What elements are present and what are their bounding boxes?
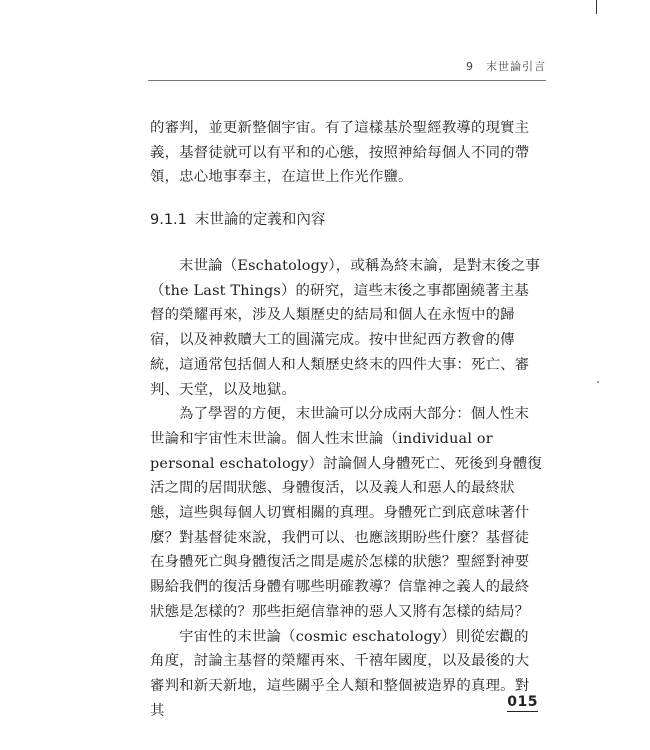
chapter-title: 末世論引言 xyxy=(486,60,546,73)
header-rule xyxy=(148,80,546,81)
section-heading xyxy=(150,208,325,229)
page-number: 015 xyxy=(507,694,538,710)
body-text xyxy=(150,254,542,723)
crop-mark xyxy=(596,0,597,14)
chapter-number: 9 xyxy=(466,60,474,73)
section-title: 末世論的定義和內容 xyxy=(194,212,326,228)
intro-paragraph: 的審判，並更新整個宇宙。有了這樣基於聖經教導的現實主義，基督徒就可以有平和的心態，按照神給每個人不同的帶領，忠心地事奉主，在這世上作光作鹽。 xyxy=(150,120,530,186)
paragraph-cosmic-eschatology: 宇宙性的末世論（cosmic eschatology）則從宏觀的角度，討論主基督的榮耀再來、千禧年國度，以及最後的大審判和新天新地，這些關乎全人類和整個被造界的真理。對其 xyxy=(150,628,530,719)
paragraph-personal-eschatology: 為了學習的方便，末世論可以分成兩大部分：個人性末世論和宇宙性末世論。個人性末世論（individual or personal eschatology）討論個人身體死亡、死後到身體復活之間的居間狀態、身體復活，以及義人和惡人的最終狀態，這些與每個人切實相關的真理。身體死亡到底意味著什麼？對基督徒來說，我們可以、也應該期盼些什麼？基督徒在身體死亡與身體復活之間是處於怎樣的狀態？聖經對神要賜給我們的復活身體有哪些明確教導？信靠神之義人的最終狀態是怎樣的？那些拒絕信靠神的惡人又將有怎樣的結局？ xyxy=(150,406,542,620)
intro-paragraph-block xyxy=(150,116,542,190)
margin-speck xyxy=(597,381,599,383)
running-header xyxy=(466,58,546,74)
section-number: 9.1.1 xyxy=(150,212,187,228)
paragraph-definition: 末世論（Eschatology），或稱為終末論，是對末後之事（the Last Things）的研究，這些末後之事都圍繞著主基督的榮耀再來，涉及人類歷史的結局和個人在永恆中的歸宿，以及神救贖大工的圓滿完成。按中世紀西方教會的傳統，這通常包括個人和人類歷史終末的四件大事：死亡、審判、天堂，以及地獄。 xyxy=(150,258,541,398)
